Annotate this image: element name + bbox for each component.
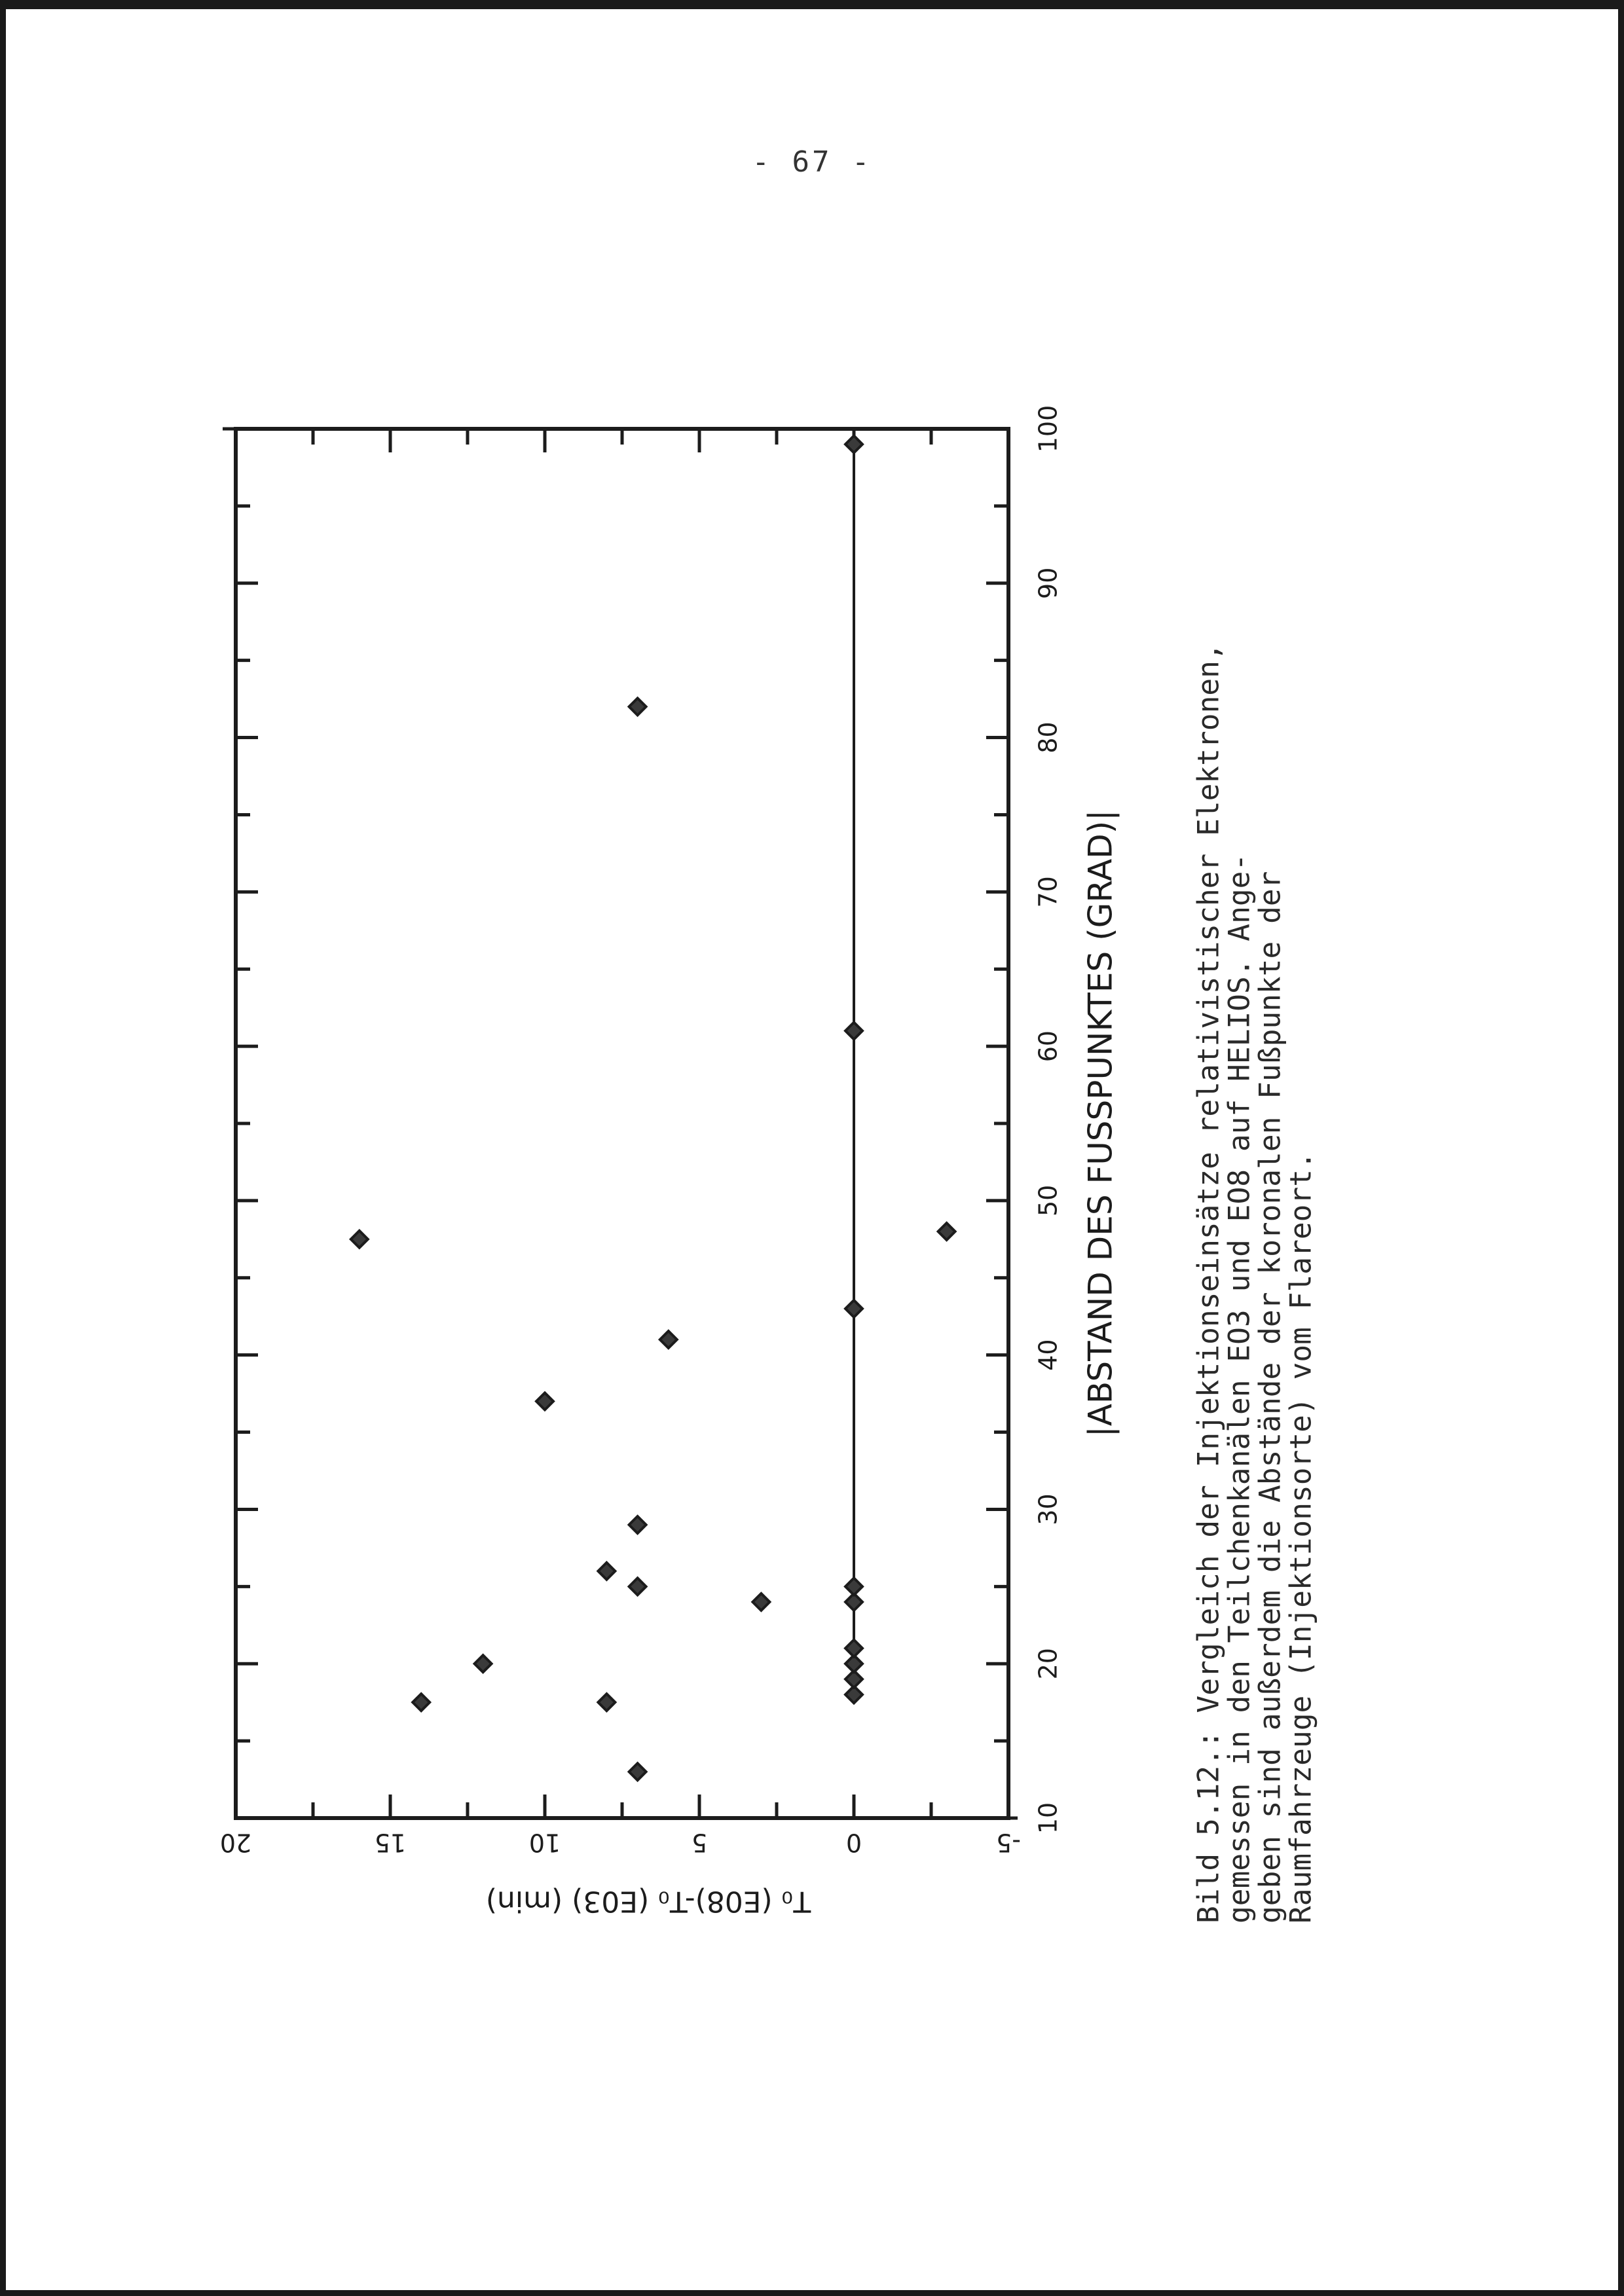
- caption-line: gemessen in den Teilchenkanälen EO3 und EO8 auf HELIOS. Ange-: [1223, 853, 1257, 1923]
- y-tick-label: -5: [996, 1828, 1021, 1857]
- data-point: [598, 1563, 615, 1580]
- x-tick-label: 10: [1033, 1802, 1063, 1834]
- x-tick-label: 50: [1033, 1184, 1063, 1217]
- data-point: [845, 1578, 862, 1595]
- data-point: [351, 1231, 368, 1248]
- data-point: [629, 698, 646, 715]
- caption-line: Raumfahrzeuge (Injektionsorte) vom Flareort.: [1284, 1152, 1318, 1923]
- y-tick-label: 15: [374, 1828, 407, 1857]
- x-tick-label: 100: [1033, 405, 1063, 453]
- data-point: [629, 1578, 646, 1595]
- x-tick-label: 90: [1033, 567, 1063, 599]
- y-tick-label: 10: [528, 1828, 561, 1857]
- y-tick-label: 5: [691, 1828, 708, 1857]
- y-tick-label: 0: [845, 1828, 862, 1857]
- data-point: [536, 1393, 553, 1410]
- data-point: [845, 1640, 862, 1657]
- data-point: [413, 1694, 430, 1711]
- data-point: [845, 1023, 862, 1040]
- page-number: - 67 -: [752, 145, 872, 179]
- data-point: [629, 1763, 646, 1780]
- figure-caption: [1192, 643, 1318, 1923]
- plot-area: [220, 405, 1120, 1918]
- y-tick-label: 20: [219, 1828, 252, 1857]
- x-tick-label: 60: [1033, 1030, 1063, 1063]
- y-axis-title: T₀ (E08)-T₀ (E03) (min): [485, 1884, 811, 1918]
- x-tick-label: 70: [1033, 876, 1063, 908]
- data-point: [598, 1694, 615, 1711]
- data-point: [845, 436, 862, 453]
- x-tick-label: 20: [1033, 1648, 1063, 1680]
- data-point: [752, 1594, 769, 1611]
- plot-frame: [236, 429, 1008, 1818]
- caption-line: geben sind außerdem die Abstände der koronalen Fußpunkte der: [1253, 871, 1287, 1923]
- x-axis-title: |ABSTAND DES FUSSPUNKTES (GRAD)|: [1081, 809, 1120, 1438]
- x-tick-label: 30: [1033, 1493, 1063, 1525]
- caption-line: Bild 5.12.: Vergleich der Injektionseinsätze relativistischer Elektronen,: [1192, 643, 1226, 1923]
- data-point: [938, 1223, 955, 1240]
- data-point: [629, 1516, 646, 1533]
- x-tick-label: 40: [1033, 1339, 1063, 1371]
- x-tick-label: 80: [1033, 721, 1063, 754]
- data-point: [660, 1331, 677, 1348]
- data-point: [475, 1655, 492, 1672]
- data-point: [845, 1300, 862, 1317]
